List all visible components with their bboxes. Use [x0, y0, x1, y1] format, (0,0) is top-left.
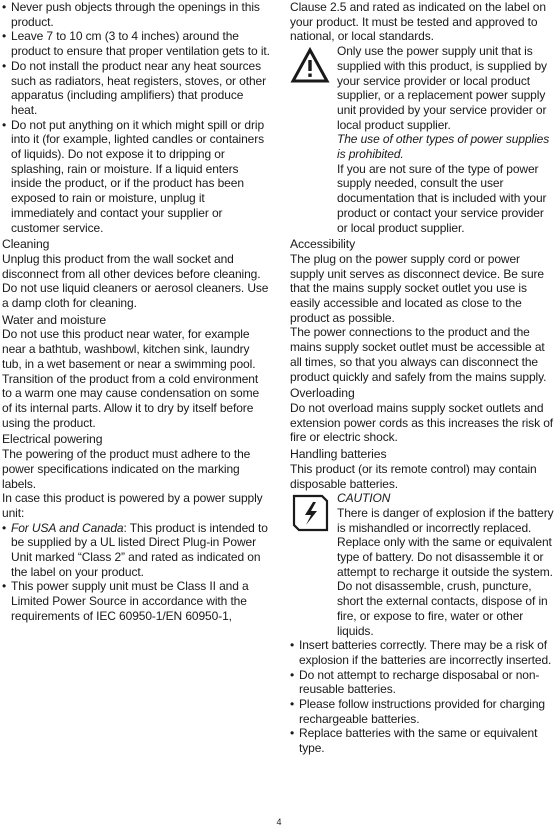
power-supply-intro: In case this product is powered by a power supply unit: — [2, 491, 263, 520]
power-spec-text: The powering of the product must adhere to the power specifications indicated on the marking labels. — [2, 447, 251, 491]
accessibility-heading: Accessibility — [290, 237, 356, 252]
list-item: • Insert batteries correctly. There may be a risk of explosion if the batteries are incorrectly inserted. — [290, 638, 557, 667]
continued-text: Clause 2.5 and rated as indicated on the label on your product. It must be tested and approved to national, or local standards. — [290, 0, 546, 44]
right-column — [290, 0, 557, 756]
list-item: • Do not attempt to recharge disposabal or non-reusable batteries. — [290, 668, 557, 697]
power-connections-text: The power connections to the product and the mains supply socket outlet must be accessible at all times, so that you always can disconnect the product quickly and safely from the mains supply. — [290, 325, 547, 384]
caution-text: There is danger of explosion if the battery is mishandled or incorrectly replaced. Replace only with the same or equivalent type of battery. Do not disassemble it or attempt to recharge it outside the system. — [337, 505, 554, 579]
condensation-text: Transition of the product from a cold environment to a warm one may cause condensation on some of its internal parts. Allow it to dry by itself before using the product. — [2, 371, 260, 430]
battery-bullet-list — [290, 638, 557, 756]
list-item: • Do not put anything on it which might spill or drip into it (for example, lighted candles or containers of liquids). Do not expose it to dripping or splashing, rain or moisture. If a liquid enters inside the product, or if the product has been exposed to rain or moisture, unplug it immediately and contact your supplier or customer service. — [2, 118, 270, 236]
water-moisture-heading: Water and moisture — [2, 312, 107, 327]
power-supply-bullet-list — [2, 521, 270, 624]
list-item: • Leave 7 to 10 cm (3 to 4 inches) around the product to ensure that proper ventilation gets to it. — [2, 29, 270, 58]
caution-disposal-text: Do not disassemble, crush, puncture, short the external contacts, dispose of in fire, or expose to fire, water or other liquids. — [337, 579, 548, 638]
region-requirement-text: : This product is intended to be supplied by a UL listed Direct Plug-in Power Unit marked “Class 2” and rated as indicated on the label on your product. — [11, 520, 268, 579]
overloading-text: Do not overload mains supply socket outlets and extension power cords as this increases the risk of fire or electric shock. — [290, 400, 554, 445]
warning-triangle-icon — [290, 47, 330, 85]
cleaning-text: Unplug this product from the wall socket and disconnect from all other devices before cleaning. Do not use liquid cleaners or aerosol cleaners. Use a damp cloth for cleaning. — [2, 251, 269, 311]
warning-emphasis: The use of other types of power supplies is prohibited. — [337, 132, 550, 162]
caution-title: CAUTION — [337, 491, 391, 506]
list-item — [2, 521, 270, 580]
handling-batteries-heading: Handling batteries — [290, 447, 387, 462]
safety-bullet-list — [2, 0, 270, 235]
accessibility-text: The plug on the power supply cord or power supply unit serves as disconnect device. Be sure that the mains supply socket outlet you use is easily accessible and located as close to the product as possible. — [290, 251, 545, 325]
warning-advice-text: If you are not sure of the type of power supply needed, consult the user documentation that is included with your product or contact your service provider or local product supplier. — [337, 161, 547, 235]
warning-text: Only use the power supply unit that is supplied with this product, is supplied by your service provider or local product supplier, or a replacement power supply unit provided by your service provider or local product supplier. — [337, 44, 547, 132]
water-moisture-text: Do not use this product near water, for example near a bathtub, washbowl, kitchen sink, laundry tub, in a wet basement or near a swimming pool. — [2, 327, 256, 371]
list-item: • Replace batteries with the same or equivalent type. — [290, 726, 557, 755]
list-item: • Do not install the product near any heat sources such as radiators, heat registers, stoves, or other apparatus (including amplifiers) that produce heat. — [2, 59, 270, 118]
cleaning-heading: Cleaning — [2, 237, 50, 252]
list-item: • Never push objects through the openings in this product. — [2, 0, 270, 29]
region-label: For USA and Canada — [11, 520, 124, 535]
overloading-heading: Overloading — [290, 386, 355, 401]
page-number: 4 — [276, 817, 282, 827]
list-item: • Please follow instructions provided for charging rechargeable batteries. — [290, 697, 557, 726]
batteries-text: This product (or its remote control) may contain disposable batteries. — [290, 461, 537, 491]
left-column — [2, 0, 270, 624]
power-supply-warning — [290, 44, 557, 235]
electrical-powering-heading: Electrical powering — [2, 432, 103, 447]
list-item: • This power supply unit must be Class II and a Limited Power Source in accordance with the requirements of IEC 60950-1/EN 60950-1, — [2, 579, 270, 623]
battery-caution — [290, 491, 557, 638]
electric-hazard-icon — [290, 494, 330, 532]
